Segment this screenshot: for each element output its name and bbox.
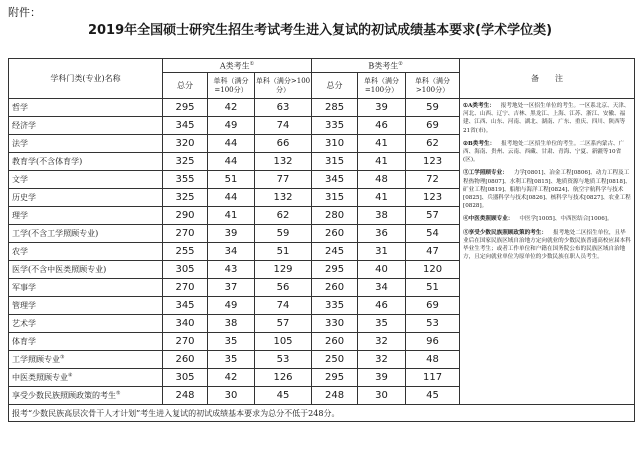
score-table — [8, 58, 635, 422]
score-cell-b: 295 — [312, 369, 358, 387]
subject-name: 工学照顾专业③ — [9, 351, 163, 369]
score-cell-a: 345 — [163, 297, 208, 315]
score-cell-a: 290 — [163, 207, 208, 225]
score-cell-a: 45 — [255, 387, 312, 405]
score-cell-a: 44 — [208, 153, 255, 171]
score-cell-b: 335 — [312, 117, 358, 135]
b-single100-header: 单科（满分=100分） — [358, 73, 406, 99]
score-cell-b: 38 — [358, 207, 406, 225]
score-cell-b: 123 — [406, 153, 460, 171]
subject-name: 文学 — [9, 171, 163, 189]
score-cell-b: 39 — [358, 99, 406, 117]
subject-name: 哲学 — [9, 99, 163, 117]
score-cell-b: 117 — [406, 369, 460, 387]
score-cell-b: 41 — [358, 189, 406, 207]
score-cell-b: 72 — [406, 171, 460, 189]
score-cell-b: 57 — [406, 207, 460, 225]
score-cell-a: 305 — [163, 369, 208, 387]
subject-name: 历史学 — [9, 189, 163, 207]
subject-name: 理学 — [9, 207, 163, 225]
score-cell-a: 325 — [163, 153, 208, 171]
score-cell-a: 44 — [208, 135, 255, 153]
score-cell-b: 260 — [312, 279, 358, 297]
score-cell-b: 285 — [312, 99, 358, 117]
remarks-column — [460, 99, 635, 405]
score-cell-a: 59 — [255, 225, 312, 243]
score-cell-a: 62 — [255, 207, 312, 225]
remark-note: ⑤享受少数民族照顾政策的考生： 报考地处二区招生单位，且毕业后在国家民族区域自治地方定向就业的少数民族普通高校应届本科毕业生考生；或者工作单位和户籍在国务院公布的民族区域自治地方，且定向就业单位为原单位的少数民族在职人员考生。 — [463, 229, 631, 261]
attachment-label: 附件： — [8, 6, 41, 19]
subject-name: 法学 — [9, 135, 163, 153]
score-cell-a: 49 — [208, 117, 255, 135]
score-cell-a: 132 — [255, 153, 312, 171]
score-cell-b: 245 — [312, 243, 358, 261]
remark-note: ②B类考生： 报考地处二区招生单位的考生。二区系内蒙古、广西、海南、贵州、云南、西藏、甘肃、青海、宁夏、新疆等10省(区)。 — [463, 140, 625, 164]
subject-name: 体育学 — [9, 333, 163, 351]
score-cell-b: 32 — [358, 351, 406, 369]
score-cell-b: 120 — [406, 261, 460, 279]
score-cell-b: 32 — [358, 333, 406, 351]
score-cell-a: 74 — [255, 117, 312, 135]
score-cell-b: 280 — [312, 207, 358, 225]
score-cell-b: 36 — [358, 225, 406, 243]
score-cell-a: 66 — [255, 135, 312, 153]
score-cell-b: 41 — [358, 153, 406, 171]
score-cell-a: 126 — [255, 369, 312, 387]
subject-name: 艺术学 — [9, 315, 163, 333]
score-cell-a: 35 — [208, 333, 255, 351]
score-cell-a: 320 — [163, 135, 208, 153]
subject-name: 医学(不含中医类照顾专业) — [9, 261, 163, 279]
subject-name: 享受少数民族照顾政策的考生⑤ — [9, 387, 163, 405]
subject-name: 经济学 — [9, 117, 163, 135]
remark-note: ①A类考生： 报考地处一区招生单位的考生。一区系北京、天津、河北、山西、辽宁、吉林、黑龙江、上海、江苏、浙江、安徽、福建、江西、山东、河南、湖北、湖南、广东、重庆、四川、陕西等21省(市)。 — [463, 103, 630, 134]
score-cell-b: 62 — [406, 135, 460, 153]
score-cell-b: 345 — [312, 171, 358, 189]
score-cell-a: 132 — [255, 189, 312, 207]
score-cell-b: 54 — [406, 225, 460, 243]
group-a-header: A类考生① — [163, 59, 312, 73]
score-cell-b: 31 — [358, 243, 406, 261]
score-cell-a: 44 — [208, 189, 255, 207]
score-cell-a: 305 — [163, 261, 208, 279]
score-cell-a: 248 — [163, 387, 208, 405]
score-cell-b: 48 — [358, 171, 406, 189]
score-cell-b: 47 — [406, 243, 460, 261]
score-cell-b: 123 — [406, 189, 460, 207]
score-cell-b: 315 — [312, 153, 358, 171]
score-cell-b: 260 — [312, 333, 358, 351]
score-cell-b: 45 — [406, 387, 460, 405]
score-cell-a: 295 — [163, 99, 208, 117]
score-cell-b: 260 — [312, 225, 358, 243]
remarks-header: 备 注 — [460, 59, 635, 99]
a-total-header: 总分 — [163, 73, 208, 99]
score-cell-b: 335 — [312, 297, 358, 315]
score-cell-a: 51 — [208, 171, 255, 189]
group-b-header: B类考生② — [312, 59, 460, 73]
score-cell-b: 40 — [358, 261, 406, 279]
score-cell-b: 330 — [312, 315, 358, 333]
subject-name: 军事学 — [9, 279, 163, 297]
remark-note: ④中医类照顾专业： 中医学[1005]、中西医结合[1006]。 — [463, 216, 613, 223]
score-cell-b: 69 — [406, 297, 460, 315]
score-cell-a: 42 — [208, 369, 255, 387]
score-cell-a: 77 — [255, 171, 312, 189]
score-cell-a: 37 — [208, 279, 255, 297]
b-total-header: 总分 — [312, 73, 358, 99]
score-cell-a: 325 — [163, 189, 208, 207]
score-cell-b: 30 — [358, 387, 406, 405]
score-cell-a: 260 — [163, 351, 208, 369]
subject-name: 管理学 — [9, 297, 163, 315]
score-cell-a: 270 — [163, 333, 208, 351]
score-cell-a: 53 — [255, 351, 312, 369]
score-cell-a: 51 — [255, 243, 312, 261]
score-cell-b: 48 — [406, 351, 460, 369]
score-cell-a: 30 — [208, 387, 255, 405]
score-cell-a: 38 — [208, 315, 255, 333]
subject-name: 教育学(不含体育学) — [9, 153, 163, 171]
score-cell-a: 255 — [163, 243, 208, 261]
score-cell-b: 295 — [312, 261, 358, 279]
subject-name: 中医类照顾专业④ — [9, 369, 163, 387]
score-cell-a: 42 — [208, 99, 255, 117]
a-singlegt100-header: 单科（满分>100分） — [255, 73, 312, 99]
score-cell-a: 39 — [208, 225, 255, 243]
score-cell-a: 340 — [163, 315, 208, 333]
b-singlegt100-header: 单科（满分>100分） — [406, 73, 460, 99]
score-cell-b: 53 — [406, 315, 460, 333]
page-title: 2019年全国硕士研究生招生考试考生进入复试的初试成绩基本要求(学术学位类) — [87, 23, 553, 38]
score-cell-b: 59 — [406, 99, 460, 117]
footer-row — [9, 405, 635, 422]
score-cell-b: 41 — [358, 135, 406, 153]
score-cell-b: 35 — [358, 315, 406, 333]
remark-note: ③工学照顾专业： 力学[0801]、冶金工程[0806]、动力工程及工程热物理[0807]、水利工程[0815]、地质资源与地质工程[0818]、矿业工程[0819]、船舶与海洋工程[0824]、航空宇航科学与技术[0825]、兵器科学与技术[0826]、核科学与技术[0827]、农业工程[0828]。 — [463, 170, 631, 210]
score-cell-b: 250 — [312, 351, 358, 369]
score-cell-a: 345 — [163, 117, 208, 135]
score-cell-b: 46 — [358, 117, 406, 135]
score-cell-a: 63 — [255, 99, 312, 117]
score-cell-a: 355 — [163, 171, 208, 189]
score-cell-b: 51 — [406, 279, 460, 297]
score-cell-a: 49 — [208, 297, 255, 315]
score-cell-b: 310 — [312, 135, 358, 153]
subject-name: 农学 — [9, 243, 163, 261]
score-cell-a: 56 — [255, 279, 312, 297]
score-cell-b: 96 — [406, 333, 460, 351]
score-cell-a: 35 — [208, 351, 255, 369]
subject-name: 工学(不含工学照顾专业) — [9, 225, 163, 243]
subject-header: 学科门类(专业)名称 — [9, 59, 163, 99]
score-cell-a: 34 — [208, 243, 255, 261]
a-single100-header: 单科（满分=100分） — [208, 73, 255, 99]
footer-note: 报考“少数民族高层次骨干人才计划”考生进入复试的初试成绩基本要求为总分不低于248分。 — [9, 405, 635, 422]
score-cell-a: 270 — [163, 279, 208, 297]
score-cell-a: 105 — [255, 333, 312, 351]
score-cell-b: 34 — [358, 279, 406, 297]
score-cell-b: 39 — [358, 369, 406, 387]
score-cell-b: 315 — [312, 189, 358, 207]
score-cell-b: 69 — [406, 117, 460, 135]
score-cell-b: 46 — [358, 297, 406, 315]
score-cell-a: 57 — [255, 315, 312, 333]
score-cell-a: 270 — [163, 225, 208, 243]
score-cell-a: 43 — [208, 261, 255, 279]
score-cell-a: 129 — [255, 261, 312, 279]
score-cell-a: 74 — [255, 297, 312, 315]
table-row — [9, 99, 635, 117]
score-cell-b: 248 — [312, 387, 358, 405]
score-cell-a: 41 — [208, 207, 255, 225]
